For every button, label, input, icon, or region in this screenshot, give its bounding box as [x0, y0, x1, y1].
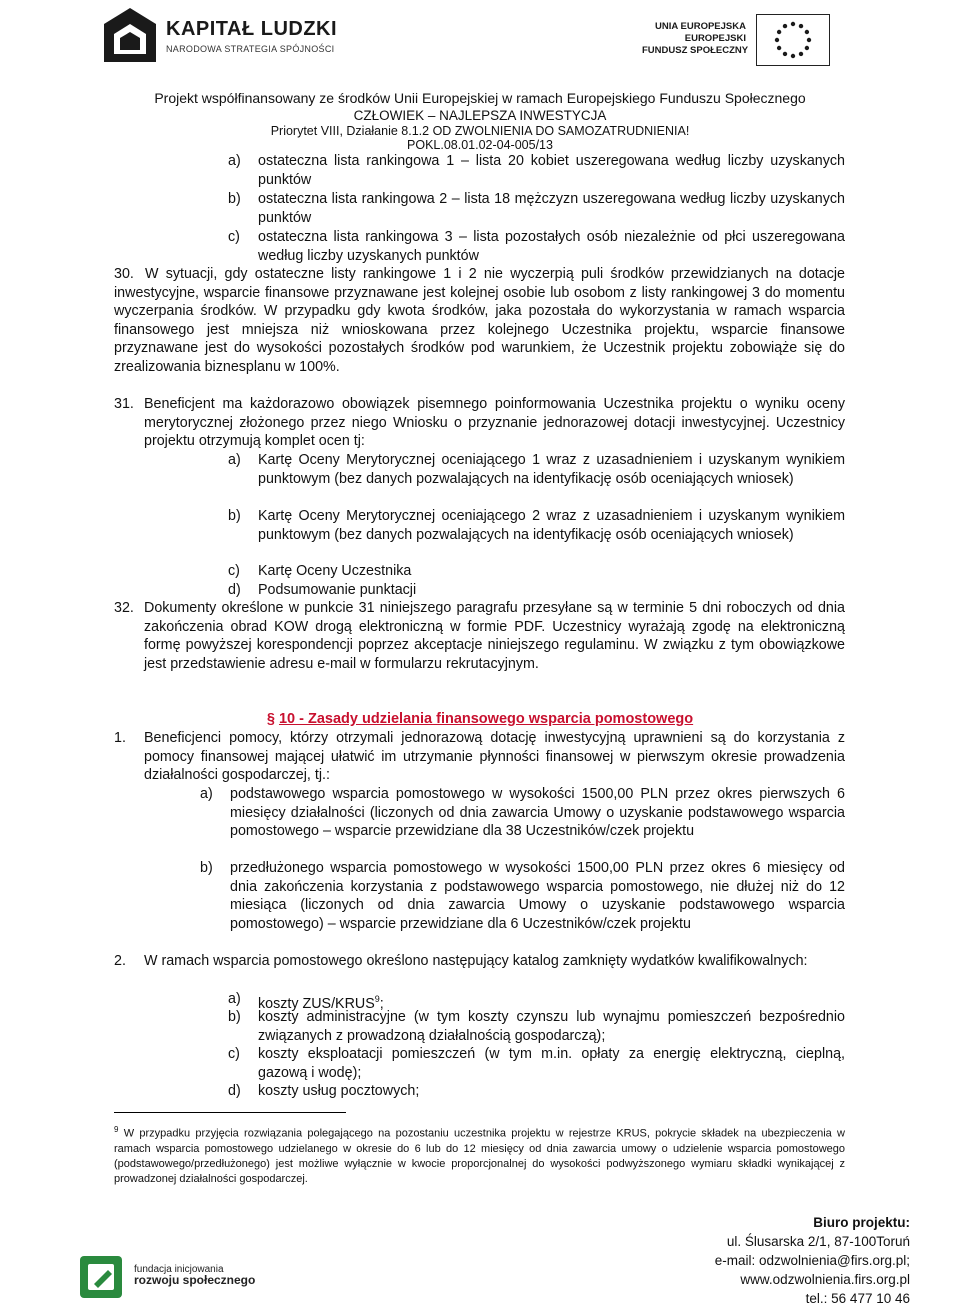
s2-item-c: koszty eksploatacji pomieszczeń (w tym m.in. opłaty za energię elektryczną, cieplną, gazową i wodę); — [258, 1046, 845, 1081]
s1-label-a: a) — [200, 786, 213, 802]
fundacja-text — [134, 1264, 255, 1286]
s2-item-a-text: koszty ZUS/KRUS — [258, 995, 375, 1012]
project-code: POKL.08.01.02-04-005/13 — [407, 138, 553, 152]
footnote-separator — [114, 1112, 346, 1113]
kapital-ludzki-subtitle: NARODOWA STRATEGIA SPÓJNOŚCI — [166, 44, 335, 54]
office-address: ul. Ślusarska 2/1, 87-100Toruń — [726, 1234, 910, 1249]
eu-line-2: EUROPEJSKI — [684, 33, 746, 44]
p31-item-a: Kartę Oceny Merytorycznej oceniającego 1 wraz z uzasadnieniem i uzyskanym wynikiem punktowym (bez danych pozwalających na identyfikację osób oceniających wniosek) — [258, 452, 845, 487]
eu-logo-text — [642, 21, 749, 57]
project-office-contact — [715, 1213, 910, 1308]
eu-star-icon — [783, 52, 787, 56]
s2-item-d: koszty usług pocztowych; — [258, 1083, 420, 1099]
priority-line: Priorytet VIII, Działanie 8.1.2 OD ZWOLNIENIA DO SAMOZATRUDNIENIA! — [270, 124, 690, 138]
eu-star-icon — [799, 52, 803, 56]
eu-line-3: FUNDUSZ SPOŁECZNY — [642, 45, 749, 56]
footnote-9 — [114, 1122, 845, 1187]
office-label: Biuro projektu: — [813, 1215, 910, 1230]
eu-star-icon — [807, 38, 811, 42]
project-cofinancing-line: Projekt współfinansowany ze środków Unii Europejskiej w ramach Europejskiego Funduszu Społecznego — [154, 90, 806, 106]
eu-star-icon — [777, 46, 781, 50]
section-point-1: Beneficjenci pomocy, którzy otrzymali jednorazową dotację inwestycyjną uprawnieni są do korzystania z pomocy finansowej mającej ułatwić im utrzymanie płynności finansowej w pierwszym okresie prowadzenia działalności gospodarczej, tj.: — [144, 730, 845, 784]
office-email[interactable]: e-mail: odzwolnienia@firs.org.pl; — [714, 1253, 910, 1268]
s2-label-a: a) — [228, 991, 241, 1007]
p31-item-b: Kartę Oceny Merytorycznej oceniającego 2 wraz z uzasadnieniem i uzyskanym wynikiem punktowym (bez danych pozwalających na identyfikację osób oceniających wniosek) — [258, 508, 845, 543]
paragraph-30: W sytuacji, gdy ostateczne listy rankingowe 1 i 2 nie wyczerpią puli środków przewidzianych na dotacje inwestycyjne, wsparcie finansowe przyznawane jest kolejnej osobie lub osobom z listy rankingowej 3 do momentu wyczerpania środków. W przypadku gdy kwota środków, jaka pozostała do wykorzystania w ramach wsparcia finansowego jest mniejsza niż wnioskowana przez kolejnego Uczestnika projektu, wsparcie finansowe przyznawane jest do wysokości pozostałych środków pod warunkiem, że Uczestnik projektu zobowiąże się do zrealizowania biznesplanu w 100%. — [114, 266, 845, 375]
s1-item-a: podstawowego wsparcia pomostowego w wysokości 1500,00 PLN przez okres pierwszych 6 miesięcy działalności (liczonych od dnia zawarcia Umowy o uzyskanie podstawowego wsparcia pomostowego – wsparcie przewidziane dla 38 Uczestników/czek projektu — [230, 786, 845, 840]
eu-star-icon — [783, 24, 787, 28]
fundacja-emblem-icon — [78, 1250, 128, 1300]
kapital-ludzki-name: KAPITAŁ LUDZKI — [166, 18, 338, 40]
list-label-a: a) — [228, 153, 241, 169]
list-label-b: b) — [228, 191, 241, 207]
p31-item-c: Kartę Oceny Uczestnika — [258, 563, 412, 579]
footnote-number: 9 — [114, 1125, 119, 1134]
fundacja-logo — [78, 1250, 256, 1300]
ranking-list-1: ostateczna lista rankingowa 1 – lista 20 kobiet uszeregowana według liczby uzyskanych punktów — [258, 153, 845, 188]
eu-efs-logo — [640, 14, 852, 66]
office-phone[interactable]: tel.: 56 477 10 46 — [805, 1291, 910, 1306]
kapital-ludzki-logo — [100, 4, 338, 68]
paragraph-31: Beneficjent ma każdorazowo obowiązek pisemnego poinformowania Uczestnika projektu o wyniku oceny merytorycznej złożonego przez niego Wniosku o przyznanie jednorazowej dotacji inwestycyjnej. Uczestnicy projektu otrzymują komplet ocen tj: — [144, 396, 845, 450]
p31-item-d: Podsumowanie punktacji — [258, 582, 417, 598]
s2-label-d: d) — [228, 1083, 241, 1099]
ranking-list-3: ostateczna lista rankingowa 3 – lista pozostałych osób niezależnie od płci uszeregowana według liczby uzyskanych punktów — [258, 229, 845, 264]
office-website[interactable]: www.odzwolnienia.firs.org.pl — [740, 1272, 910, 1287]
item-number-32: 32. — [114, 600, 134, 616]
section-heading — [0, 710, 960, 729]
ranking-list-2: ostateczna lista rankingowa 2 – lista 18 mężczyzn uszeregowana według liczby uzyskanych punktów — [258, 191, 845, 226]
s2-item-b: koszty administracyjne (w tym koszty czynszu lub wynajmu pomieszczeń bezpośrednio związanych z prowadzoną działalnością gospodarczą); — [258, 1009, 845, 1044]
p31-label-d: d) — [228, 582, 241, 598]
s2-label-c: c) — [228, 1046, 240, 1062]
kapital-ludzki-emblem-icon — [100, 4, 160, 68]
paragraph-32: Dokumenty określone w punkcie 31 niniejszego paragrafu przesyłane są w terminie 5 dni roboczych od dnia zakończenia obrad KOW drogą elektroniczną w formie PDF. Uczestnicy wyrażają zgodę na elektroniczną formę powyższej korespondencji poprzez akceptacje niniejszego regulaminu. W związku z tym obowiązkowe jest przedstawienie adresu e-mail w formularzu rekrutacyjnym. — [144, 600, 845, 672]
p31-label-a: a) — [228, 452, 241, 468]
section-point-2: W ramach wsparcia pomostowego określono następujący katalog zamknięty wydatków kwalifikowalnych: — [144, 953, 808, 969]
eu-star-icon — [805, 46, 809, 50]
programme-name: CZŁOWIEK – NAJLEPSZA INWESTYCJA — [353, 108, 607, 123]
eu-star-icon — [777, 30, 781, 34]
eu-line-1: UNIA EUROPEJSKA — [655, 21, 746, 32]
fundacja-line-2: rozwoju społecznego — [134, 1273, 256, 1287]
fundacja-line-1: fundacja inicjowania — [134, 1264, 224, 1275]
footnote-ref-9[interactable]: 9 — [374, 994, 380, 1004]
eu-star-icon — [799, 24, 803, 28]
item-number-31: 31. — [114, 396, 134, 412]
list-label-c: c) — [228, 229, 240, 245]
item-number-30: 30. — [114, 266, 134, 282]
item-number-1: 1. — [114, 730, 126, 746]
section-title: 10 - Zasady udzielania finansowego wsparcia pomostowego — [278, 711, 694, 727]
section-mark: § — [266, 711, 275, 727]
s2-label-b: b) — [228, 1009, 241, 1025]
eu-star-icon — [791, 22, 795, 26]
s2-item-a-end: ; — [379, 995, 384, 1012]
s1-label-b: b) — [200, 860, 213, 876]
p31-label-b: b) — [228, 508, 241, 524]
eu-flag-icon — [756, 14, 830, 66]
footnote-text: W przypadku przyjęcia rozwiązania polegającego na pozostaniu uczestnika projektu w rejestrze KRUS, pokrycie składek na ubezpieczenia w ramach wsparcia pomostowego udzielanego w okresie do 6 lub do 12 miesięcy od dnia zawarcia umowy o udzielenie wsparcia pomostowego (podstawowego/przedłużonego) jest możliwe wyłącznie w kwocie proporcjonalnej do wysokości podwyższonego wymiaru składki wynikającej z prowadzonej działalności gospodarczej. — [114, 1127, 845, 1185]
p31-label-c: c) — [228, 563, 240, 579]
eu-star-icon — [805, 30, 809, 34]
s1-item-b: przedłużonego wsparcia pomostowego w wysokości 1500,00 PLN przez okres 6 miesięcy od dnia zakończenia korzystania z podstawowego wsparcia pomostowego, nie dłużej niż do 12 miesiąca (liczonych od dnia zawarcia Umowy o uzyskanie podstawowego wsparcia pomostowego) – wsparcie przewidziane dla 6 Uczestników/czek projektu — [230, 860, 845, 932]
item-number-2: 2. — [114, 953, 126, 969]
eu-star-icon — [791, 54, 795, 58]
eu-star-icon — [775, 38, 779, 42]
